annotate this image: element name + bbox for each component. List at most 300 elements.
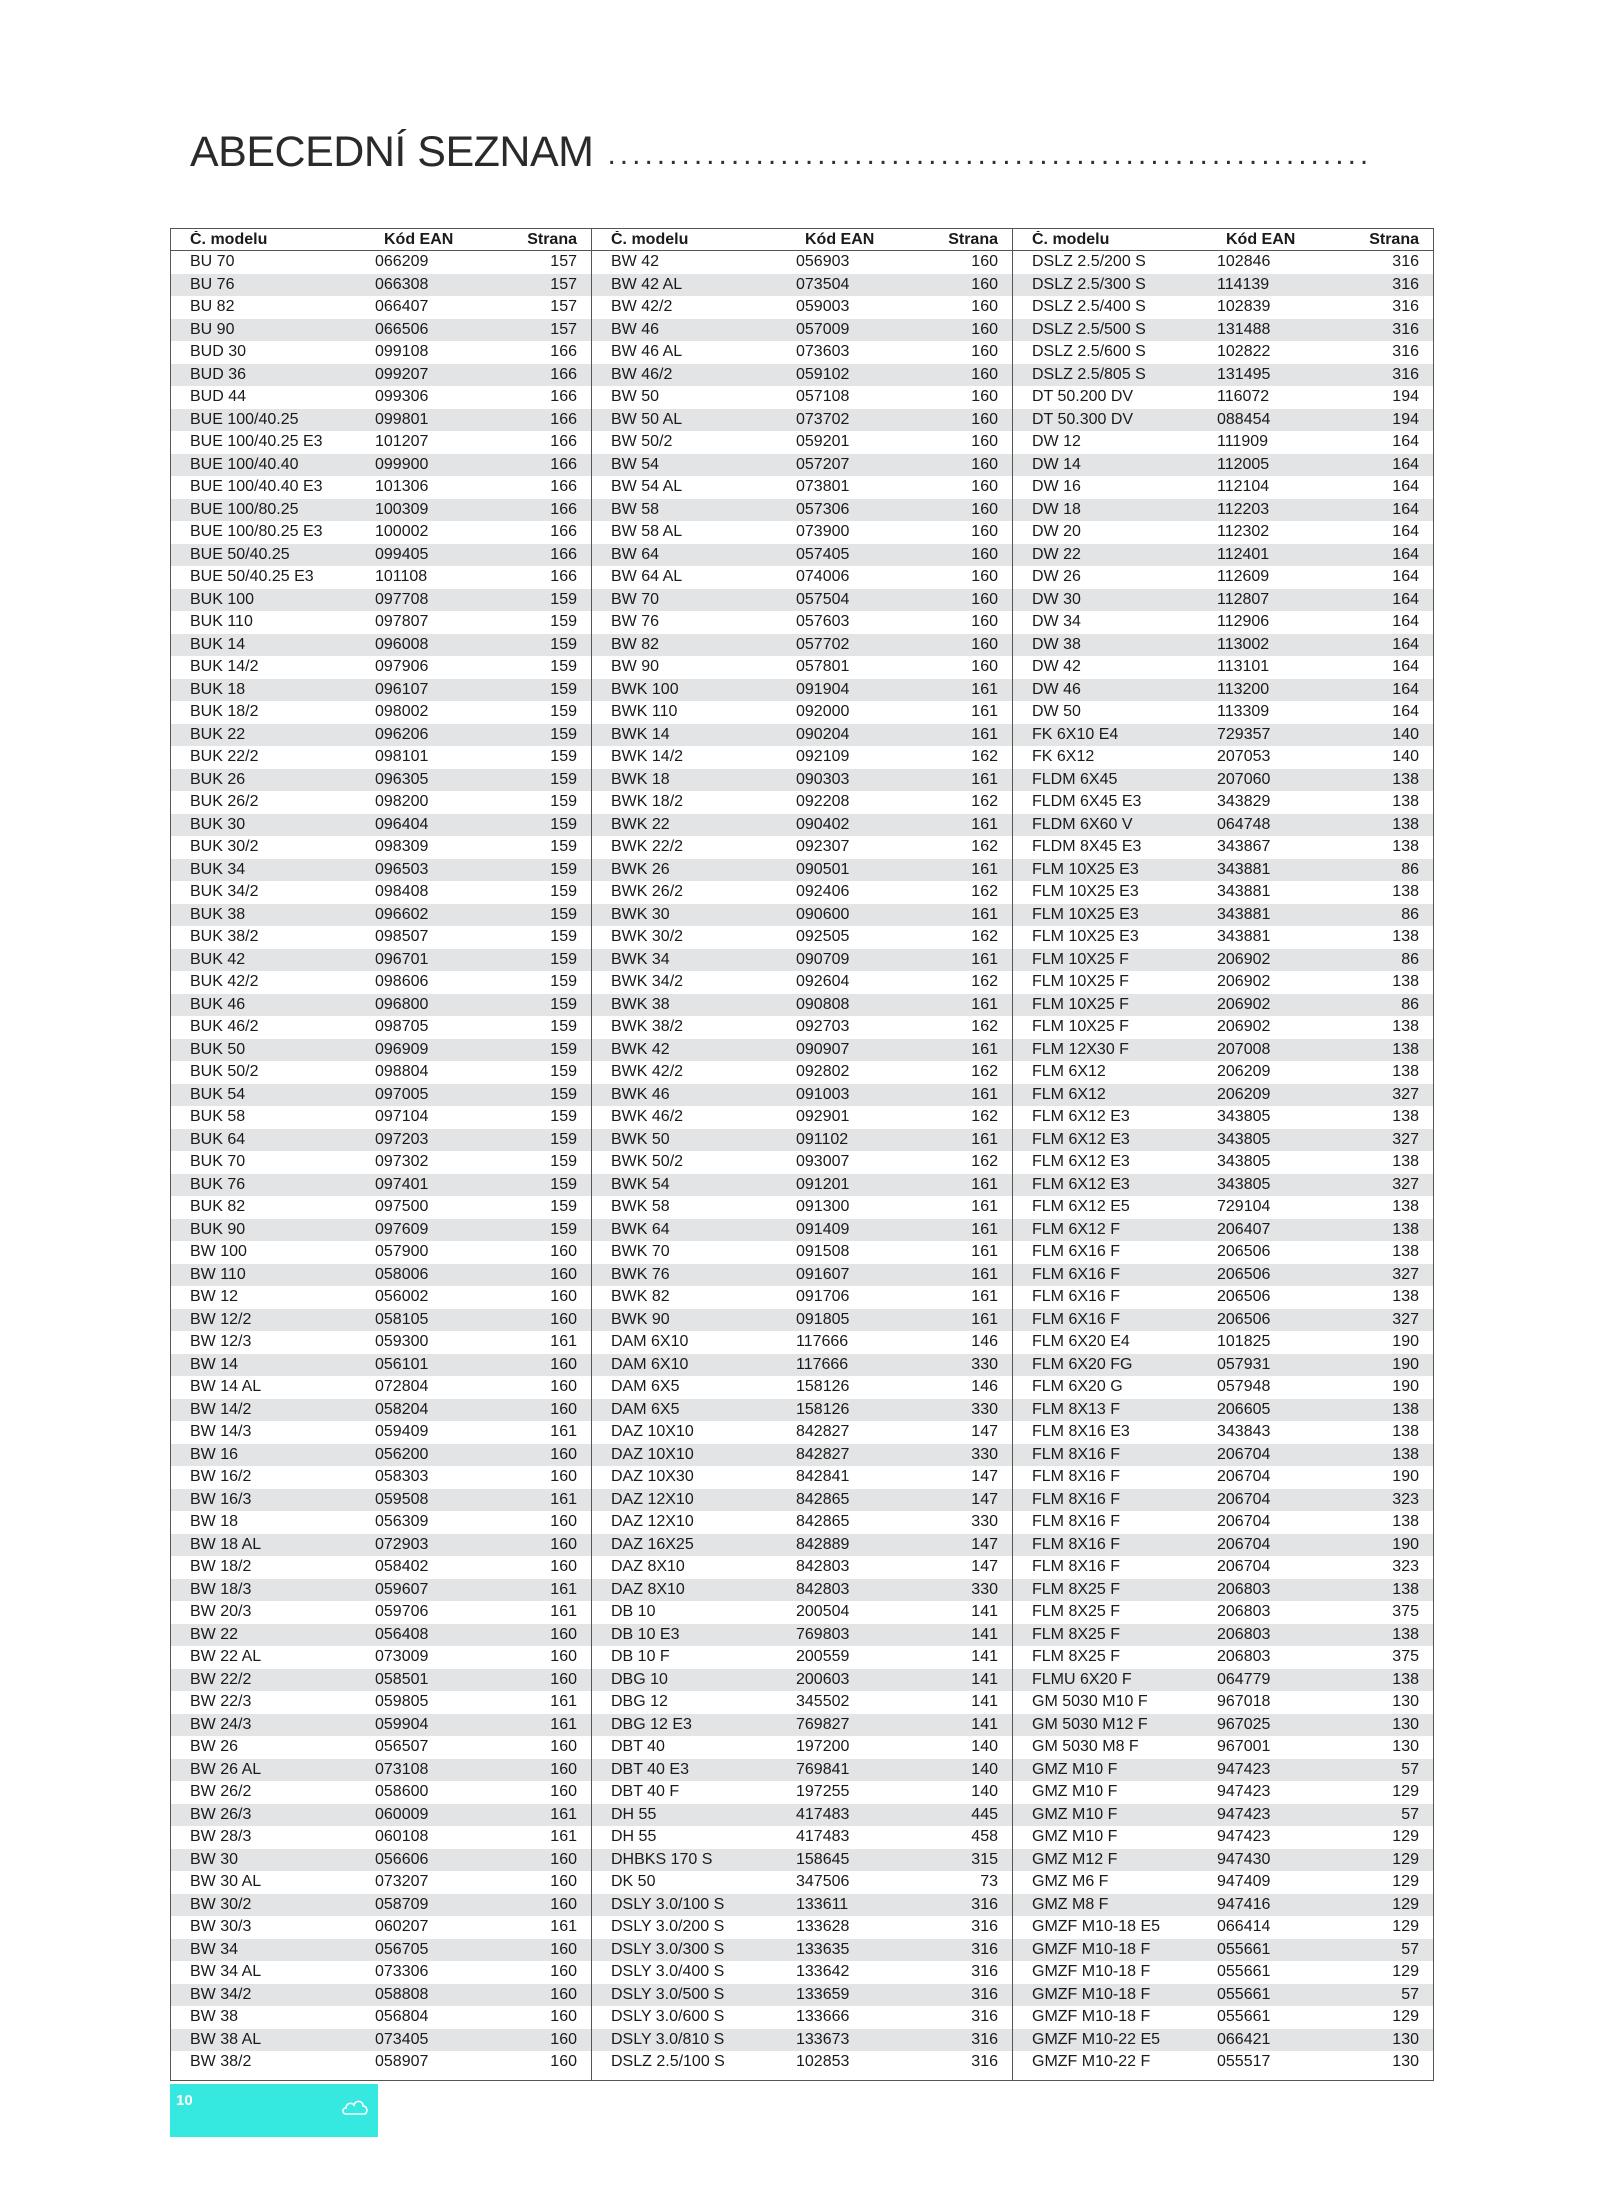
page-cell: 130 [1392, 1715, 1419, 1733]
page-cell: 140 [1392, 748, 1419, 766]
ean-cell: 066414 [1217, 1918, 1271, 1936]
table-row [592, 1444, 1012, 1467]
page-cell: 57 [1401, 1940, 1419, 1958]
table-row [592, 1601, 1012, 1624]
ean-cell: 206407 [1217, 1220, 1271, 1238]
model-cell: FLM 8X16 F [1032, 1445, 1121, 1463]
table-row [171, 971, 591, 994]
page-cell: 327 [1392, 1265, 1419, 1283]
model-cell: BU 82 [190, 298, 235, 316]
ean-cell: 842827 [796, 1423, 850, 1441]
ean-cell: 097609 [375, 1220, 429, 1238]
model-cell: DW 50 [1032, 703, 1081, 721]
page-cell: 164 [1392, 613, 1419, 631]
model-cell: BUK 18/2 [190, 703, 259, 721]
model-cell: BUK 30 [190, 815, 246, 833]
model-cell: GMZ M8 F [1032, 1895, 1109, 1913]
ean-cell: 769827 [796, 1715, 850, 1733]
ean-cell: 056804 [375, 2008, 429, 2026]
ean-cell: 073801 [796, 478, 850, 496]
model-cell: BWK 46/2 [611, 1108, 684, 1126]
page-cell: 166 [550, 433, 577, 451]
ean-cell: 206506 [1217, 1288, 1271, 1306]
ean-cell: 090204 [796, 725, 850, 743]
table-row [171, 1309, 591, 1332]
title-leader-dots: .............................................................. [607, 138, 1373, 171]
page-cell: 86 [1401, 905, 1419, 923]
ean-cell: 059904 [375, 1715, 429, 1733]
header-ean: Kód EAN [384, 230, 454, 248]
ean-cell: 092109 [796, 748, 850, 766]
model-cell: DAM 6X5 [611, 1378, 680, 1396]
ean-cell: 096107 [375, 680, 429, 698]
model-cell: BUK 100 [190, 590, 255, 608]
ean-cell: 059409 [375, 1423, 429, 1441]
page-cell: 160 [550, 1288, 577, 1306]
page-cell: 159 [550, 1130, 577, 1148]
page-cell: 162 [971, 1153, 998, 1171]
table-row [592, 1129, 1012, 1152]
table-row [171, 386, 591, 409]
page-cell: 129 [1392, 1918, 1419, 1936]
model-cell: BW 34 [190, 1940, 239, 1958]
ean-cell: 101207 [375, 433, 429, 451]
page-cell: 166 [550, 455, 577, 473]
page-cell: 161 [550, 1828, 577, 1846]
model-cell: BW 50 AL [611, 410, 683, 428]
page-cell: 129 [1392, 1850, 1419, 1868]
ean-cell: 133659 [796, 1985, 850, 2003]
page-cell: 159 [550, 1040, 577, 1058]
page-cell: 375 [1392, 1603, 1419, 1621]
page-cell: 160 [550, 1738, 577, 1756]
model-cell: BUE 100/40.40 E3 [190, 478, 323, 496]
table-row [1013, 521, 1433, 544]
ean-cell: 343805 [1217, 1175, 1271, 1193]
table-row [1013, 1421, 1433, 1444]
table-row [171, 1849, 591, 1872]
page-cell: 162 [971, 1108, 998, 1126]
page-cell: 162 [971, 793, 998, 811]
ean-cell: 090808 [796, 995, 850, 1013]
ean-cell: 098309 [375, 838, 429, 856]
table-row [1013, 1264, 1433, 1287]
ean-cell: 133673 [796, 2030, 850, 2048]
page-cell: 323 [1392, 1490, 1419, 1508]
page-cell: 330 [971, 1400, 998, 1418]
index-column [591, 229, 1012, 2080]
page-cell: 138 [1392, 1580, 1419, 1598]
ean-cell: 101108 [375, 568, 428, 586]
page-cell: 160 [550, 1265, 577, 1283]
model-cell: GMZ M6 F [1032, 1873, 1109, 1891]
header-page: Strana [948, 230, 998, 248]
table-row [171, 454, 591, 477]
page-cell: 164 [1392, 523, 1419, 541]
table-row [171, 746, 591, 769]
ean-cell: 102839 [1217, 298, 1271, 316]
ean-cell: 206506 [1217, 1265, 1271, 1283]
page-cell: 160 [971, 388, 998, 406]
ean-cell: 090501 [796, 860, 850, 878]
page-cell: 138 [1392, 1018, 1419, 1036]
table-row [171, 1106, 591, 1129]
page-cell: 164 [1392, 590, 1419, 608]
table-row [592, 1894, 1012, 1917]
table-row [171, 701, 591, 724]
ean-cell: 058402 [375, 1558, 429, 1576]
model-cell: BUK 110 [190, 613, 253, 631]
model-cell: FK 6X12 [1032, 748, 1095, 766]
table-row [171, 476, 591, 499]
ean-cell: 097500 [375, 1198, 429, 1216]
table-row [171, 1871, 591, 1894]
table-row [592, 2029, 1012, 2052]
model-cell: DB 10 F [611, 1648, 670, 1666]
table-row [592, 994, 1012, 1017]
table-row [592, 1624, 1012, 1647]
model-cell: FLM 10X25 F [1032, 950, 1129, 968]
table-row [1013, 1691, 1433, 1714]
table-row [592, 386, 1012, 409]
page-cell: 140 [971, 1760, 998, 1778]
table-row [592, 679, 1012, 702]
ean-cell: 343805 [1217, 1130, 1271, 1148]
page-cell: 161 [550, 1805, 577, 1823]
table-row [1013, 1534, 1433, 1557]
page-cell: 138 [1392, 1153, 1419, 1171]
model-cell: BUE 100/80.25 [190, 500, 299, 518]
model-cell: FK 6X10 E4 [1032, 725, 1119, 743]
page-cell: 164 [1392, 455, 1419, 473]
table-row [171, 1511, 591, 1534]
page-cell: 161 [550, 1918, 577, 1936]
table-row [592, 971, 1012, 994]
model-cell: BW 110 [190, 1265, 246, 1283]
page-cell: 161 [971, 680, 998, 698]
page-cell: 316 [971, 2053, 998, 2071]
model-cell: DBG 10 [611, 1670, 668, 1688]
page-cell: 160 [971, 455, 998, 473]
table-row [592, 296, 1012, 319]
ean-cell: 098101 [375, 748, 429, 766]
ean-cell: 093007 [796, 1153, 850, 1171]
table-row [171, 1376, 591, 1399]
ean-cell: 098705 [375, 1018, 429, 1036]
model-cell: BW 38/2 [190, 2053, 252, 2071]
model-cell: BUK 58 [190, 1108, 246, 1126]
table-row [1013, 1781, 1433, 1804]
page-cell: 161 [550, 1603, 577, 1621]
table-row [592, 1781, 1012, 1804]
ean-cell: 158645 [796, 1850, 850, 1868]
model-cell: BW 76 [611, 613, 660, 631]
model-cell: BU 90 [190, 320, 235, 338]
ean-cell: 947416 [1217, 1895, 1271, 1913]
table-row [1013, 589, 1433, 612]
page-cell: 160 [550, 2008, 577, 2026]
model-cell: FLM 6X12 E3 [1032, 1130, 1130, 1148]
table-row [171, 881, 591, 904]
model-cell: FLM 6X12 [1032, 1063, 1106, 1081]
model-cell: DSLZ 2.5/100 S [611, 2053, 725, 2071]
table-row [592, 1376, 1012, 1399]
table-row [592, 409, 1012, 432]
table-row [592, 589, 1012, 612]
model-cell: BUE 50/40.25 [190, 545, 290, 563]
ean-cell: 091706 [796, 1288, 850, 1306]
page-cell: 330 [971, 1580, 998, 1598]
page-cell: 138 [1392, 1063, 1419, 1081]
table-row [592, 1489, 1012, 1512]
page-cell: 330 [971, 1513, 998, 1531]
page-cell: 138 [1392, 1670, 1419, 1688]
model-cell: BW 50/2 [611, 433, 673, 451]
ean-cell: 097401 [375, 1175, 429, 1193]
model-cell: DSLY 3.0/100 S [611, 1895, 725, 1913]
model-cell: FLM 10X25 F [1032, 973, 1129, 991]
model-cell: DBG 12 [611, 1693, 668, 1711]
page-cell: 141 [971, 1648, 998, 1666]
page-cell: 166 [550, 568, 577, 586]
model-cell: BW 16/3 [190, 1490, 252, 1508]
page-cell: 316 [1392, 253, 1419, 271]
model-cell: BW 26 [190, 1738, 239, 1756]
page-cell: 147 [971, 1468, 998, 1486]
ean-cell: 206605 [1217, 1400, 1271, 1418]
index-column [171, 229, 591, 2080]
ean-cell: 098606 [375, 973, 429, 991]
page-cell: 147 [971, 1558, 998, 1576]
model-cell: BWK 100 [611, 680, 679, 698]
ean-cell: 098408 [375, 883, 429, 901]
model-cell: DHBKS 170 S [611, 1850, 713, 1868]
table-row [171, 1939, 591, 1962]
table-row [171, 1084, 591, 1107]
model-cell: BUE 50/40.25 E3 [190, 568, 314, 586]
model-cell: GMZ M10 F [1032, 1783, 1118, 1801]
page-cell: 159 [550, 950, 577, 968]
table-row [171, 1579, 591, 1602]
model-cell: DT 50.200 DV [1032, 388, 1134, 406]
table-row [1013, 1061, 1433, 1084]
ean-cell: 112401 [1217, 545, 1270, 563]
model-cell: BWK 22 [611, 815, 670, 833]
page-cell: 129 [1392, 1963, 1419, 1981]
ean-cell: 072804 [375, 1378, 429, 1396]
table-row [1013, 1601, 1433, 1624]
page-cell: 160 [971, 500, 998, 518]
table-row [171, 1736, 591, 1759]
ean-cell: 343805 [1217, 1153, 1271, 1171]
page-cell: 160 [550, 1513, 577, 1531]
ean-cell: 096008 [375, 635, 429, 653]
ean-cell: 842841 [796, 1468, 850, 1486]
ean-cell: 112609 [1217, 568, 1270, 586]
page-cell: 166 [550, 500, 577, 518]
model-cell: BWK 14 [611, 725, 670, 743]
page-cell: 166 [550, 478, 577, 496]
table-row [171, 791, 591, 814]
page-cell: 162 [971, 928, 998, 946]
model-cell: DB 10 E3 [611, 1625, 680, 1643]
table-row [592, 1466, 1012, 1489]
model-cell: DT 50.300 DV [1032, 410, 1134, 428]
ean-cell: 058709 [375, 1895, 429, 1913]
page-cell: 161 [971, 1040, 998, 1058]
model-cell: BW 12 [190, 1288, 239, 1306]
ean-cell: 059003 [796, 298, 850, 316]
page-cell: 166 [550, 545, 577, 563]
ean-cell: 099108 [375, 343, 429, 361]
model-cell: GMZF M10-22 F [1032, 2053, 1151, 2071]
table-row [1013, 881, 1433, 904]
table-row [171, 2051, 591, 2074]
ean-cell: 066407 [375, 298, 429, 316]
ean-cell: 057900 [375, 1243, 429, 1261]
page-title-text: ABECEDNÍ SEZNAM [190, 128, 594, 176]
page-cell: 190 [1392, 1333, 1419, 1351]
page-cell: 161 [550, 1333, 577, 1351]
model-cell: DW 20 [1032, 523, 1081, 541]
page-cell: 323 [1392, 1558, 1419, 1576]
model-cell: BWK 34/2 [611, 973, 684, 991]
model-cell: FLM 10X25 E3 [1032, 928, 1139, 946]
page-cell: 315 [971, 1850, 998, 1868]
page-cell: 160 [971, 613, 998, 631]
page-cell: 160 [971, 545, 998, 563]
model-cell: BUK 76 [190, 1175, 246, 1193]
page-cell: 161 [550, 1715, 577, 1733]
page-cell: 159 [550, 703, 577, 721]
page-cell: 161 [971, 1198, 998, 1216]
table-row [592, 1174, 1012, 1197]
model-cell: BW 14 [190, 1355, 239, 1373]
table-row [1013, 1849, 1433, 1872]
model-cell: DK 50 [611, 1873, 656, 1891]
model-cell: BWK 110 [611, 703, 678, 721]
table-row [1013, 544, 1433, 567]
table-row [171, 656, 591, 679]
model-cell: BW 42 AL [611, 275, 683, 293]
table-row [592, 1309, 1012, 1332]
model-cell: BWK 50 [611, 1130, 670, 1148]
ean-cell: 073900 [796, 523, 850, 541]
page-cell: 161 [550, 1580, 577, 1598]
table-row [1013, 1489, 1433, 1512]
ean-cell: 057009 [796, 320, 850, 338]
model-cell: DSLZ 2.5/200 S [1032, 253, 1146, 271]
table-row [592, 544, 1012, 567]
ean-cell: 090600 [796, 905, 850, 923]
table-row [1013, 274, 1433, 297]
table-row [171, 499, 591, 522]
ean-cell: 092307 [796, 838, 850, 856]
model-cell: BW 30 AL [190, 1873, 262, 1891]
table-row [171, 1804, 591, 1827]
model-cell: DSLZ 2.5/300 S [1032, 275, 1146, 293]
model-cell: BU 76 [190, 275, 235, 293]
page-cell: 162 [971, 883, 998, 901]
page-cell: 138 [1392, 1040, 1419, 1058]
ean-cell: 057405 [796, 545, 850, 563]
model-cell: BW 58 AL [611, 523, 683, 541]
model-cell: BWK 30 [611, 905, 670, 923]
model-cell: DW 42 [1032, 658, 1081, 676]
ean-cell: 100002 [375, 523, 429, 541]
table-row [592, 1916, 1012, 1939]
page-cell: 166 [550, 410, 577, 428]
table-row [1013, 2006, 1433, 2029]
ean-cell: 112005 [1217, 455, 1270, 473]
table-row [171, 1399, 591, 1422]
page-cell: 159 [550, 883, 577, 901]
page-cell: 140 [971, 1783, 998, 1801]
table-row [171, 1421, 591, 1444]
model-cell: BW 70 [611, 590, 660, 608]
table-row [592, 859, 1012, 882]
ean-cell: 057306 [796, 500, 850, 518]
table-row [171, 544, 591, 567]
table-row [592, 1354, 1012, 1377]
page-cell: 86 [1401, 950, 1419, 968]
ean-cell: 842827 [796, 1445, 850, 1463]
page-cell: 161 [971, 815, 998, 833]
ean-cell: 206704 [1217, 1445, 1271, 1463]
table-row [1013, 1084, 1433, 1107]
page-cell: 147 [971, 1535, 998, 1553]
column-header-row [592, 229, 1012, 251]
table-row [1013, 859, 1433, 882]
ean-cell: 092703 [796, 1018, 850, 1036]
table-row [1013, 1151, 1433, 1174]
table-row [171, 2006, 591, 2029]
page-cell: 159 [550, 680, 577, 698]
model-cell: FLM 8X16 F [1032, 1513, 1121, 1531]
table-row [592, 814, 1012, 837]
table-row [592, 1556, 1012, 1579]
ean-cell: 060207 [375, 1918, 429, 1936]
table-row [592, 1871, 1012, 1894]
ean-cell: 056101 [375, 1355, 429, 1373]
table-row [171, 1646, 591, 1669]
page-cell: 159 [550, 658, 577, 676]
table-row [171, 251, 591, 274]
column-header-row [171, 229, 591, 251]
page-cell: 160 [971, 410, 998, 428]
ean-cell: 947423 [1217, 1828, 1271, 1846]
model-cell: BUK 14/2 [190, 658, 259, 676]
ean-cell: 098200 [375, 793, 429, 811]
page-cell: 316 [971, 1963, 998, 1981]
ean-cell: 066308 [375, 275, 429, 293]
table-row [1013, 1444, 1433, 1467]
model-cell: BWK 18 [611, 770, 670, 788]
page-cell: 164 [1392, 658, 1419, 676]
table-row [171, 1624, 591, 1647]
model-cell: DH 55 [611, 1805, 657, 1823]
table-row [171, 589, 591, 612]
page-cell: 445 [971, 1805, 998, 1823]
model-cell: DW 12 [1032, 433, 1081, 451]
header-ean: Kód EAN [805, 230, 875, 248]
ean-cell: 072903 [375, 1535, 429, 1553]
ean-cell: 100309 [375, 500, 429, 518]
page-cell: 160 [971, 298, 998, 316]
ean-cell: 059706 [375, 1603, 429, 1621]
page-cell: 164 [1392, 545, 1419, 563]
ean-cell: 073504 [796, 275, 850, 293]
